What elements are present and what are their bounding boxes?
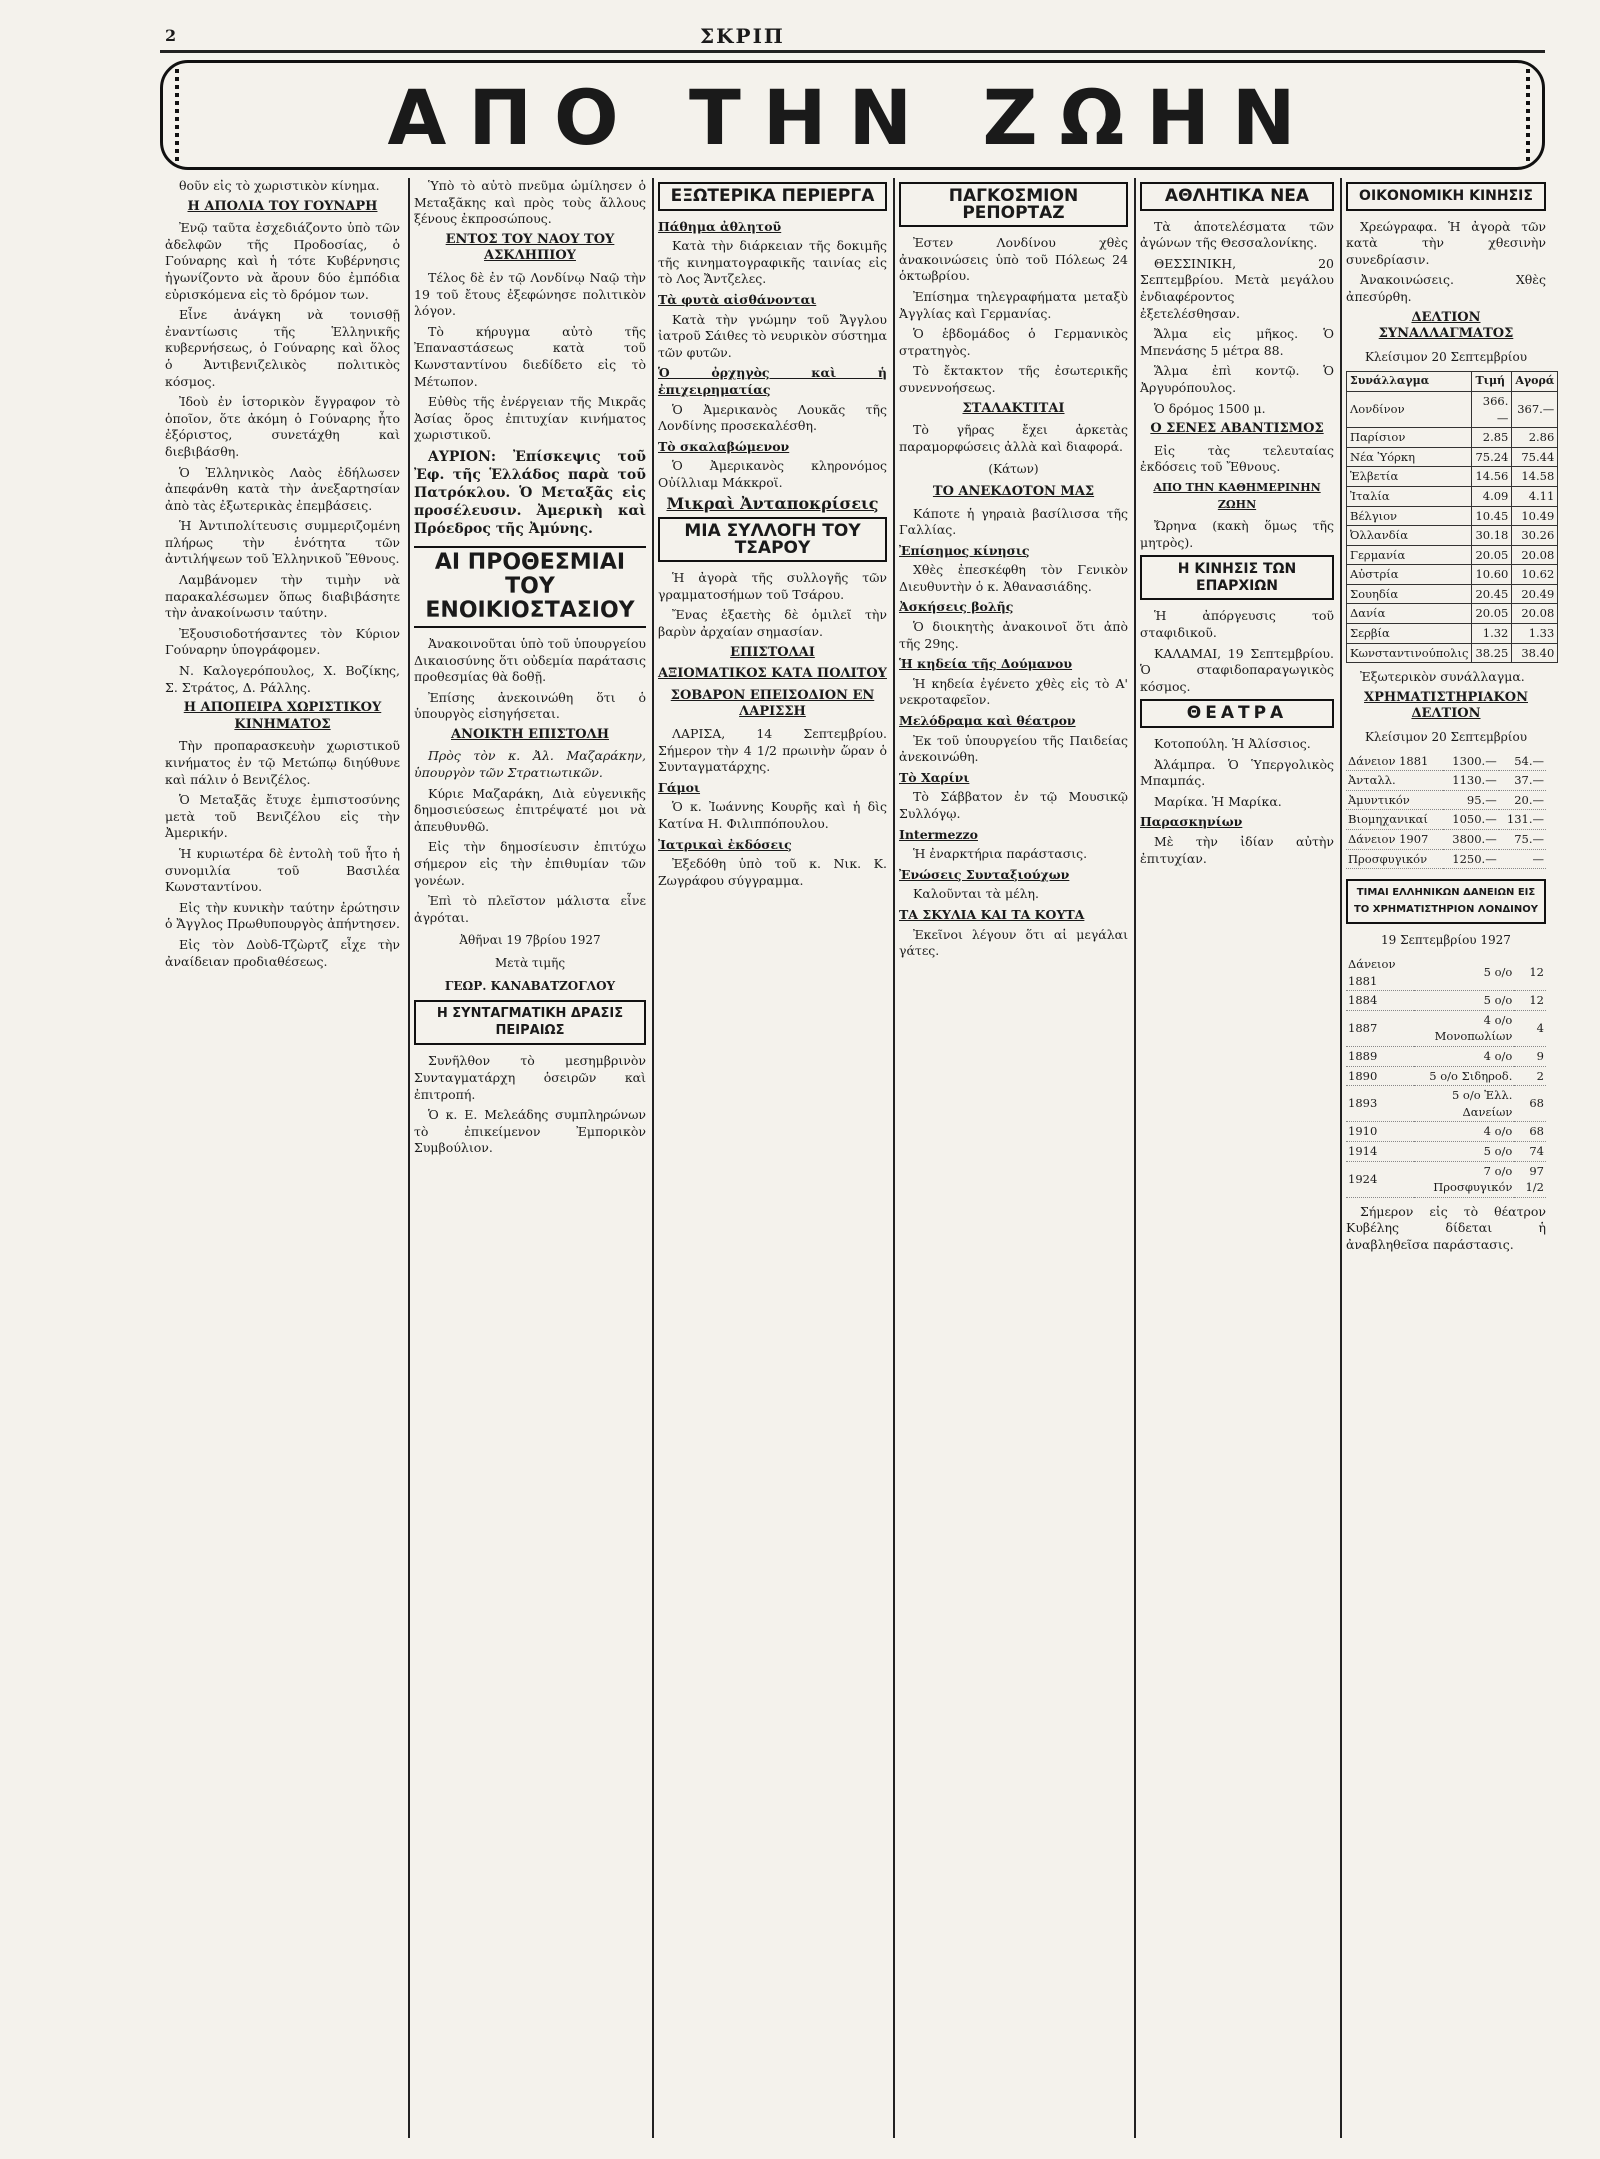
- table-cell: 10.62: [1512, 565, 1558, 585]
- paragraph: Μαρίκα. Ἡ Μαρίκα.: [1154, 793, 1282, 809]
- article-heading: ΜΙΑ ΣΥΛΛΟΓΗ ΤΟΥ ΤΣΑΡΟΥ: [658, 517, 887, 562]
- table-cell: —: [1499, 849, 1546, 869]
- header-rule: [160, 50, 1545, 53]
- paragraph: Ὁ κ. Ε. Μελεάδης συμπληρώνων τὸ ἐπικείμενον Ἐμπορικὸν Συμβούλιον.: [414, 1107, 646, 1156]
- table-row: [1347, 643, 1558, 663]
- table-row: [1347, 565, 1558, 585]
- table-cell: Δανία: [1347, 604, 1472, 624]
- column-divider: [652, 178, 654, 2138]
- table-row: [1346, 771, 1546, 791]
- section-heading: ΟΙΚΟΝΟΜΙΚΗ ΚΙΝΗΣΙΣ: [1346, 182, 1546, 211]
- table-row: [1346, 1046, 1546, 1066]
- table-cell: 1.32: [1472, 624, 1512, 644]
- paragraph: Καλοῦνται τὰ μέλη.: [913, 886, 1039, 902]
- table-cell: 1130.—: [1443, 771, 1499, 791]
- paragraph: Χρεώγραφα. Ἡ ἀγορὰ τῶν κατὰ τὴν χθεσινὴν συνεδρίασιν.: [1346, 218, 1546, 267]
- table-cell: Βιομηχανικαί: [1346, 810, 1443, 830]
- paragraph: Ἄλμα εἰς μῆκος. Ὁ Μπενάσης 5 μέτρα 88.: [1140, 326, 1334, 358]
- table-row: [1346, 991, 1546, 1011]
- subheading: Ἡ κηδεία τῆς Δούμανου: [899, 656, 1073, 672]
- paragraph: Συνῆλθον τὸ μεσημβρινὸν Συνταγματάρχη ὁσειρῶν καὶ ἐπιτροπή.: [414, 1053, 646, 1102]
- table-header: Αγορά: [1512, 372, 1558, 392]
- subheading: Πάθημα ἀθλητοῦ: [658, 218, 782, 234]
- section-heading: ΑΘΛΗΤΙΚΑ ΝΕΑ: [1140, 182, 1334, 211]
- column-5: [1140, 178, 1334, 2138]
- table-cell: 367.—: [1512, 391, 1558, 427]
- table-cell: 1893: [1346, 1086, 1414, 1122]
- table-cell: 20.—: [1499, 790, 1546, 810]
- banner-title: ΑΠΟ ΤΗΝ ΖΩΗΝ: [387, 73, 1318, 162]
- table-cell: 75.44: [1512, 447, 1558, 467]
- subheading: ΤΑ ΣΚΥΛΙΑ ΚΑΙ ΤΑ ΚΟΥΤΑ: [899, 906, 1085, 922]
- table-cell: Δάνειον 1907: [1346, 830, 1443, 850]
- section-heading: ΧΡΗΜΑΤΙΣΤΗΡΙΑΚΟΝ ΔΕΛΤΙΟΝ: [1364, 689, 1528, 722]
- table-cell: Δάνειον 1881: [1346, 752, 1443, 771]
- table-cell: 2.86: [1512, 428, 1558, 448]
- paragraph: Ἡ Ἀντιπολίτευσις συμμεριζομένη πλήρως τὴν ἑνότητα τῶν ἀντιλήψεων τοῦ Ἑλληνικοῦ Ἔθνους.: [165, 518, 400, 567]
- table-cell: Λονδίνον: [1347, 391, 1472, 427]
- paragraph: Ἐπίσης ἀνεκοινώθη ὅτι ὁ ὑπουργὸς εἰσηγήσεται.: [414, 689, 646, 722]
- paragraph: Ὑπὸ τὸ αὐτὸ πνεῦμα ὡμίλησεν ὁ Μεταξᾶκης καὶ πρὸς τοὺς ἄλλους ξένους ἐκπροσώπους.: [414, 178, 646, 227]
- article-heading: Η ΑΠΟΛΙΑ ΤΟΥ ΓΟΥΝΑΡΗ: [187, 198, 378, 214]
- paragraph: Ἐστεν Λονδίνου χθὲς ἀνακοινώσεις ὑπὸ τοῦ Πόλεως 24 ὁκτωβρίου.: [899, 235, 1128, 284]
- table-row: [1346, 955, 1546, 991]
- paragraph: Κατὰ τὴν γνώμην τοῦ Ἄγγλου ἰατροῦ Σάιθες τὸ νευρικὸν σύστημα τῶν φυτῶν.: [658, 311, 887, 360]
- column-divider: [1134, 178, 1136, 2138]
- paragraph: Ἐξεδόθη ὑπὸ τοῦ κ. Νικ. Κ. Ζωγράφου σύγγραμμα.: [658, 856, 887, 888]
- table-cell: Βέλγιον: [1347, 506, 1472, 526]
- loan-prices-table: [1346, 955, 1546, 1198]
- table-cell: 4.11: [1512, 486, 1558, 506]
- table-cell: Αὐστρία: [1347, 565, 1472, 585]
- paragraph: Κοτοπούλη. Ἡ Ἀλίσσιος.: [1154, 736, 1311, 752]
- paragraph: Ἐξωτερικὸν συνάλλαγμα.: [1360, 669, 1525, 685]
- paragraph: Τὸ Σάββατον ἐν τῷ Μουσικῷ Συλλόγῳ.: [899, 789, 1128, 821]
- letter-closing: Μετὰ τιμῆς: [494, 956, 566, 970]
- table-row: [1347, 391, 1558, 427]
- paragraph: Ὁ Μεταξᾶς ἔτυχε ἐμπιστοσύνης μετὰ τοῦ Βενιζέλου εἰς τὴν Ἀμερικήν.: [165, 792, 400, 841]
- table-row: [1347, 428, 1558, 448]
- table-row: [1346, 790, 1546, 810]
- paragraph: Ἐκ τοῦ ὑπουργείου τῆς Παιδείας ἀνεκοινώθη.: [899, 732, 1128, 765]
- paragraph: Ἐξουσιοδοτήσαντες τὸν Κύριον Γούναρην ὑπογράφομεν.: [165, 625, 400, 658]
- table-cell: 4 ο/ο: [1414, 1122, 1514, 1142]
- subheading: Intermezzo: [899, 826, 978, 842]
- page-number: 2: [165, 26, 177, 45]
- table-cell: 1910: [1346, 1122, 1414, 1142]
- paragraph: Κάποτε ἡ γηραιὰ βασίλισσα τῆς Γαλλίας.: [899, 505, 1128, 538]
- table-cell: 75.24: [1472, 447, 1512, 467]
- table-row: [1347, 545, 1558, 565]
- subheading: Γάμοι: [658, 779, 701, 795]
- salutation: Πρὸς τὸν κ. Ἀλ. Μαζαράκην, ὑπουργὸν τῶν Στρατιωτικῶν.: [414, 748, 646, 781]
- paragraph: Εἰς τὴν δημοσίευσιν ἐπιτύχω σήμερον εἰς τὴν ἐπιθυμίαν τῶν γονέων.: [414, 839, 646, 888]
- table-cell: 20.05: [1472, 545, 1512, 565]
- article-heading: ΣΟΒΑΡΟΝ ΕΠΕΙΣΟΔΙΟΝ ΕΝ ΛΑΡΙΣΣΗ: [670, 687, 875, 720]
- table-cell: 20.05: [1472, 604, 1512, 624]
- subheading: Ἐνώσεις Συνταξιούχων: [899, 866, 1070, 882]
- paragraph: Τὸ ἔκτακτον τῆς ἐσωτερικῆς συνεννοήσεως.: [899, 363, 1128, 395]
- table-row: [1346, 1066, 1546, 1086]
- section-heading: Μικραὶ Ἀνταποκρίσεις: [666, 493, 879, 513]
- table-row: [1347, 447, 1558, 467]
- table-cell: 1250.—: [1443, 849, 1499, 869]
- section-heading: ΕΞΩΤΕΡΙΚΑ ΠΕΡΙΕΡΓΑ: [658, 182, 887, 211]
- table-cell: 9: [1514, 1046, 1546, 1066]
- paragraph: ΚΑΛΑΜΑΙ, 19 Σεπτεμβρίου. Ὁ σταφιδοπαραγωγικὸς κόσμος.: [1140, 645, 1334, 694]
- table-row: [1346, 810, 1546, 830]
- table-cell: 12: [1514, 991, 1546, 1011]
- subheading: Μελόδραμα καὶ θέατρον: [899, 713, 1076, 729]
- table-row: [1346, 752, 1546, 771]
- paragraph: Ὁ Ἑλληνικὸς Λαὸς ἐδήλωσεν ἀπεφάνθη κατὰ τὴν ἀνεξαρτησίαν ἀπὸ τὰς ἐξωτερικὰς ἐπεμβάσεις.: [165, 464, 400, 513]
- paragraph: Ἰδοὺ ἐν ἱστορικὸν ἔγγραφον τὸ ὁποῖον, ὅτε ἀκόμη ὁ Γούναρης ἦτο ἐξόριστος, συνετάχθη καὶ διεβιβάσθη.: [165, 394, 400, 459]
- letter-date: Ἀθῆναι 19 7βρίου 1927: [459, 933, 601, 948]
- table-cell: Ἑλβετία: [1347, 467, 1472, 487]
- paragraph: Σήμερον εἰς τὸ θέατρον Κυβέλης δίδεται ἡ ἀναβληθεῖσα παράστασις.: [1346, 1203, 1546, 1252]
- table-cell: 68: [1514, 1122, 1546, 1142]
- table-cell: Ἀμυντικόν: [1346, 790, 1443, 810]
- paragraph: Ἀνακοινώσεις. Χθὲς ἀπεσύρθη.: [1346, 272, 1546, 304]
- table-row: [1346, 1010, 1546, 1046]
- section-heading: ΕΠΙΣΤΟΛΑΙ: [730, 644, 815, 660]
- subheading: Τὸ σκαλαβώμενον: [658, 438, 790, 454]
- paragraph: Ὁ διοικητὴς ἀνακοινοῖ ὅτι ἀπὸ τῆς 29ης.: [899, 619, 1128, 651]
- table-date: Κλείσιμον 20 Σεπτεμβρίου: [1364, 730, 1528, 745]
- table-cell: 97 1/2: [1514, 1161, 1546, 1197]
- table-row: [1347, 584, 1558, 604]
- table-row: [1346, 1122, 1546, 1142]
- column-divider: [1340, 178, 1342, 2138]
- column-4: [899, 178, 1128, 2138]
- table-cell: 10.60: [1472, 565, 1512, 585]
- table-cell: Γερμανία: [1347, 545, 1472, 565]
- article-heading: ΕΝΤΟΣ ΤΟΥ ΝΑΟΥ ΤΟΥ ΑΣΚΛΗΠΙΟΥ: [445, 231, 615, 264]
- article-heading: ΑΙ ΠΡΟΘΕΣΜΙΑΙ ΤΟΥ ΕΝΟΙΚΙΟΣΤΑΣΙΟΥ: [414, 546, 646, 628]
- table-cell: 1300.—: [1443, 752, 1499, 771]
- paragraph: Εἶνε ἀνάγκη νὰ τονισθῇ ἐναντίωσις τῆς Ἑλληνικῆς κυβερνήσεως, ὁ Γούναρης καὶ ὅλος ὁ Ἀντιβενιζελικὸς πολιτικὸς κόσμος.: [165, 307, 400, 389]
- subheading: Ἐπίσημος κίνησις: [899, 542, 1030, 558]
- table-cell: 20.45: [1472, 584, 1512, 604]
- column-divider: [408, 178, 410, 2138]
- section-heading: ΘΕΑΤΡΑ: [1140, 699, 1334, 728]
- table-cell: 7 ο/ο Προσφυγικόν: [1414, 1161, 1514, 1197]
- column-2: [414, 178, 646, 2138]
- table-cell: 20.08: [1512, 604, 1558, 624]
- table-row: [1346, 1086, 1546, 1122]
- table-cell: 2: [1514, 1066, 1546, 1086]
- paragraph: Ἀλάμπρα. Ὁ Ὑπεργολικὸς Μπαμπάς.: [1140, 756, 1334, 789]
- section-heading: ΤΟ ΑΝΕΚΔΟΤΟΝ ΜΑΣ: [932, 483, 1095, 499]
- paragraph: Λαμβάνομεν τὴν τιμὴν νὰ παρακαλέσωμεν ὅπως διαβιβάσητε τὴν ἀνακοίνωσιν ταύτην.: [165, 572, 400, 621]
- table-cell: 5 ο/ο Ἐλλ. Δανείων: [1414, 1086, 1514, 1122]
- table-row: [1346, 830, 1546, 850]
- paragraph: Ἅλμα ἐπὶ κοντῷ. Ὁ Ἀργυρόπουλος.: [1140, 363, 1334, 395]
- page-header: [0, 0, 1600, 56]
- section-heading: ΔΕΛΤΙΟΝ ΣΥΝΑΛΛΑΓΜΑΤΟΣ: [1378, 309, 1514, 342]
- subheading: Τὸ Χαρίνι: [899, 769, 970, 785]
- paragraph: Ἡ ἐναρκτήρια παράστασις.: [913, 846, 1088, 862]
- paragraph: Ἐπὶ τὸ πλεῖστον μάλιστα εἶνε ἀγρόται.: [414, 893, 646, 925]
- table-row: [1347, 604, 1558, 624]
- paragraph: Εἰς τὴν κυνικὴν ταύτην ἐρώτησιν ὁ Ἄγγλος Πρωθυπουργὸς ἀπήντησεν.: [165, 899, 400, 932]
- table-date: 19 Σεπτεμβρίου 1927: [1381, 933, 1511, 948]
- table-row: [1347, 526, 1558, 546]
- table-row: [1346, 849, 1546, 869]
- table-cell: 1.33: [1512, 624, 1558, 644]
- section-heading: Η ΚΙΝΗΣΙΣ ΤΩΝ ΕΠΑΡΧΙΩΝ: [1140, 555, 1334, 600]
- paragraph: Τὰ ἀποτελέσματα τῶν ἀγώνων τῆς Θεσσαλονίκης.: [1140, 218, 1334, 251]
- table-cell: 3800.—: [1443, 830, 1499, 850]
- article-heading: Η ΣΥΝΤΑΓΜΑΤΙΚΗ ΔΡΑΣΙΣ ΠΕΙΡΑΙΩΣ: [414, 1000, 646, 1045]
- table-cell: 75.—: [1499, 830, 1546, 850]
- paragraph: ΘΕΣΣΙΝΙΚΗ, 20 Σεπτεμβρίου. Μετὰ μεγάλου ἐνδιαφέροντος ἐξετελέσθησαν.: [1140, 255, 1334, 321]
- paragraph: Ὁ Ἀμερικανὸς Λουκᾶς τῆς Λονδίνης προσεκαλέσθη.: [658, 401, 887, 434]
- paragraph: Ὁ ἑβδομάδος ὁ Γερμανικὸς στρατηγὸς.: [899, 326, 1128, 358]
- table-cell: Σερβία: [1347, 624, 1472, 644]
- table-cell: 14.58: [1512, 467, 1558, 487]
- paragraph: θοῦν εἰς τὸ χωριστικὸν κίνημα.: [179, 178, 380, 193]
- table-cell: 1889: [1346, 1046, 1414, 1066]
- byline: (Κάτων): [988, 462, 1039, 477]
- paragraph: Ὁ κ. Ἰωάννης Κουρῆς καὶ ἡ δὶς Κατίνα Η. Φιλιππόπουλου.: [658, 799, 887, 831]
- table-cell: 4 ο/ο Μονοπωλίων: [1414, 1010, 1514, 1046]
- section-heading: Ο ΣΕΝΕΣ ΑΒΑΝΤΙΣΜΟΣ: [1150, 421, 1324, 437]
- paragraph: Ἡ ἀγορὰ τῆς συλλογῆς τῶν γραμματοσήμων τοῦ Τσάρου.: [658, 570, 887, 602]
- table-row: [1347, 486, 1558, 506]
- table-cell: Παρίσιον: [1347, 428, 1472, 448]
- table-cell: 5 ο/ο: [1414, 1141, 1514, 1161]
- paragraph: Ἐπίσημα τηλεγραφήματα μεταξὺ Ἀγγλίας καὶ Γερμανίας.: [899, 288, 1128, 321]
- subheading: Ἀσκήσεις βολῆς: [899, 599, 1014, 615]
- paragraph: Ὤρηνα (κακὴ ὅμως τῆς μητρὸς).: [1140, 518, 1334, 550]
- section-heading: ΣΤΑΛΑΚΤΙΤΑΙ: [962, 400, 1065, 416]
- section-heading: ΤΙΜΑΙ ΕΛΛΗΝΙΚΩΝ ΔΑΝΕΙΩΝ ΕΙΣ ΤΟ ΧΡΗΜΑΤΙΣΤΗΡΙΟΝ ΛΟΝΔΙΝΟΥ: [1346, 879, 1546, 924]
- paragraph: Ἡ κηδεία ἐγένετο χθὲς εἰς τὸ Α' νεκροταφεῖον.: [899, 675, 1128, 708]
- section-heading: ΑΠΟ ΤΗΝ ΚΑΘΗΜΕΡΙΝΗΝ ΖΩΗΝ: [1153, 480, 1321, 511]
- paragraph: Ὁ δρόμος 1500 μ.: [1154, 400, 1266, 416]
- paragraph: Ἐκεῖνοι λέγουν ὅτι αἱ μεγάλαι γάτες.: [899, 926, 1128, 959]
- table-cell: 20.08: [1512, 545, 1558, 565]
- table-cell: 5 ο/ο: [1414, 955, 1514, 991]
- table-cell: 30.26: [1512, 526, 1558, 546]
- table-cell: 95.—: [1443, 790, 1499, 810]
- section-heading: ΠΑΓΚΟΣΜΙΟΝ ΡΕΠΟΡΤΑΖ: [899, 182, 1128, 227]
- paragraph: Ἡ κυριωτέρα δὲ ἐντολὴ τοῦ ἦτο ἡ συνομιλία τοῦ Βασιλέα Κωνσταντίνου.: [165, 845, 400, 895]
- column-6: [1346, 178, 1555, 2138]
- table-cell: 1924: [1346, 1161, 1414, 1197]
- column-1: [165, 178, 400, 2138]
- table-cell: 12: [1514, 955, 1546, 991]
- paragraph: Μὲ τὴν ἰδίαν αὐτὴν ἐπιτυχίαν.: [1140, 834, 1334, 866]
- paragraph: Ἡ ἀπόργευσις τοῦ σταφιδικοῦ.: [1140, 608, 1334, 641]
- paragraph: Κατὰ τὴν διάρκειαν τῆς δοκιμῆς τῆς κινηματογραφικῆς ταινίας εἰς τὸ Λος Ἄντζελες.: [658, 238, 887, 287]
- table-cell: 4: [1514, 1010, 1546, 1046]
- table-cell: 37.—: [1499, 771, 1546, 791]
- table-cell: 10.45: [1472, 506, 1512, 526]
- paragraph: Εἰς τὸν Δοὺδ-Τζὼρτζ εἶχε τὴν ἀναίδειαν προδιαθέσεως.: [165, 936, 400, 969]
- exchange-rate-table: [1346, 371, 1558, 663]
- paragraph: Ἔνας ἐξαετὴς δὲ ὁμιλεῖ τὴν βαρὺν ἀρχαίαν σημασίαν.: [658, 607, 887, 640]
- article-heading: ΑΞΙΟΜΑΤΙΚΟΣ ΚΑΤΑ ΠΟΛΙΤΟΥ: [658, 666, 887, 682]
- subheading: Ὁ ὀρχηγὸς καὶ ἡ ἐπιχειρηματίας: [658, 365, 887, 397]
- table-cell: Ἀνταλλ.: [1346, 771, 1443, 791]
- table-date: Κλείσιμον 20 Σεπτεμβρίου: [1364, 349, 1528, 364]
- masthead: ΣΚΡΙΠ: [700, 24, 785, 48]
- paragraph: Τὸ κήρυγμα αὐτὸ τῆς Ἐπαναστάσεως κατὰ τοῦ Κωνσταντίνου διεδίδετο εἰς τὸ Μέτωπον.: [414, 323, 646, 389]
- paragraph: Τέλος δὲ ἐν τῷ Λονδίνῳ Ναῷ τὴν 19 τοῦ ἔτους ἐξεφώνησε πολιτικὸν λόγον.: [414, 269, 646, 319]
- table-cell: 14.56: [1472, 467, 1512, 487]
- table-cell: 5 ο/ο: [1414, 991, 1514, 1011]
- table-cell: 20.49: [1512, 584, 1558, 604]
- table-cell: Νέα Ὑόρκη: [1347, 447, 1472, 467]
- table-cell: 2.85: [1472, 428, 1512, 448]
- table-row: [1347, 624, 1558, 644]
- table-cell: 1890: [1346, 1066, 1414, 1086]
- table-row: [1347, 467, 1558, 487]
- table-cell: 131.—: [1499, 810, 1546, 830]
- stock-table: [1346, 752, 1546, 870]
- table-cell: Δάνειον 1881: [1346, 955, 1414, 991]
- table-cell: Προσφυγικόν: [1346, 849, 1443, 869]
- column-3: [658, 178, 887, 2138]
- table-row: [1347, 506, 1558, 526]
- table-cell: 38.40: [1512, 643, 1558, 663]
- column-divider: [893, 178, 895, 2138]
- paragraph: Ἀνακοινοῦται ὑπὸ τοῦ ὑπουργείου Δικαιοσύνης ὅτι οὐδεμία παράτασις προθεσμίας θὰ δοθῇ.: [414, 635, 646, 685]
- table-cell: Ἰταλία: [1347, 486, 1472, 506]
- table-cell: Κωνσταντινούπολις: [1347, 643, 1472, 663]
- subheading: Ἰατρικαὶ ἐκδόσεις: [658, 836, 792, 852]
- table-cell: 1914: [1346, 1141, 1414, 1161]
- paragraph: Τὸ γῆρας ἔχει ἀρκετὰς παραμορφώσεις ἀλλὰ καὶ διαφορά.: [899, 422, 1128, 454]
- signatories: Ν. Καλογερόπουλος, Χ. Βοζίκης, Σ. Στράτος, Δ. Ράλλης.: [165, 663, 400, 695]
- table-cell: 5 ο/ο Σιδηροδ.: [1414, 1066, 1514, 1086]
- paragraph: Τὴν προπαρασκευὴν χωριστικοῦ κινήματος ἐν τῷ Μετώπῳ διηύθυνε καὶ πάλιν ὁ Βενιζέλος.: [165, 738, 400, 787]
- table-cell: 366.—: [1472, 391, 1512, 427]
- subheading: Τὰ φυτὰ αἰσθάνονται: [658, 291, 817, 307]
- paragraph: ΛΑΡΙΣΑ, 14 Σεπτεμβρίου. Σήμερον τὴν 4 1/2 πρωινὴν ὥραν ὁ Συνταγματάρχης.: [658, 726, 887, 775]
- table-row: [1346, 1161, 1546, 1197]
- article-heading: Η ΑΠΟΠΕΙΡΑ ΧΩΡΙΣΤΙΚΟΥ ΚΙΝΗΜΑΤΟΣ: [183, 700, 382, 732]
- table-cell: 54.—: [1499, 752, 1546, 771]
- paragraph: Εὐθὺς τῆς ἐνέργειαν τῆς Μικρᾶς Ἀσίας ὅρος ἐπιτυχίαν κινήματος χωριστικοῦ.: [414, 394, 646, 443]
- table-cell: 30.18: [1472, 526, 1512, 546]
- table-cell: 1884: [1346, 991, 1414, 1011]
- paragraph: Κύριε Μαζαράκη, Διὰ εὐγενικῆς δημοσιεύσεως ἐπιτρέψατέ μοι νὰ ἀπευθυνθῶ.: [414, 785, 646, 834]
- paragraph: Εἰς τὰς τελευταίας ἐκδόσεις τοῦ Ἔθνους.: [1140, 442, 1334, 475]
- article-heading: ΑΝΟΙΚΤΗ ΕΠΙΣΤΟΛΗ: [451, 726, 609, 742]
- paragraph: Χθὲς ἐπεσκέφθη τὸν Γενικὸν Διευθυντὴν ὁ κ. Ἀθανασιάδης.: [899, 562, 1128, 594]
- table-cell: 1887: [1346, 1010, 1414, 1046]
- table-cell: 4.09: [1472, 486, 1512, 506]
- table-cell: 1050.—: [1443, 810, 1499, 830]
- paragraph: Ἐνῷ ταῦτα ἐσχεδιάζοντο ὑπὸ τῶν ἀδελφῶν τῆς Προδοσίας, ὁ Γούναρης καὶ ἡ τότε Κυβέρνησις ἠγωνίζοντο νὰ ἄρουν δύο ἐμπόδια εὐρισκόμενα εἰς τὸ δρόμον των.: [165, 220, 400, 302]
- table-cell: Σουηδία: [1347, 584, 1472, 604]
- letter-signature: ΓΕΩΡ. ΚΑΝΑΒΑΤΖΟΓΛΟΥ: [444, 978, 616, 993]
- announcement: ΑΥΡΙΟΝ: Ἐπίσκεψις τοῦ Ἐφ. τῆς Ἑλλάδος παρὰ τοῦ Πατρόκλου. Ὁ Μεταξᾶς εἰς προσέλευσιν. Ἀμερικὴ καὶ Πρόεδρος τῆς Ἀμύνης.: [414, 448, 646, 537]
- table-cell: 74: [1514, 1141, 1546, 1161]
- paragraph: Ὁ Ἀμερικανὸς κληρονόμος Οὐίλλιαμ Μάκκροϊ.: [658, 458, 887, 490]
- table-cell: 38.25: [1472, 643, 1512, 663]
- table-header: Συνάλλαγμα: [1347, 372, 1472, 392]
- section-banner: [160, 60, 1545, 170]
- table-cell: 68: [1514, 1086, 1546, 1122]
- table-cell: Ὀλλανδία: [1347, 526, 1472, 546]
- table-cell: 4 ο/ο: [1414, 1046, 1514, 1066]
- table-row: [1346, 1141, 1546, 1161]
- subheading: Παρασκηνίων: [1140, 814, 1243, 830]
- table-header: Τιμή: [1472, 372, 1512, 392]
- table-cell: 10.49: [1512, 506, 1558, 526]
